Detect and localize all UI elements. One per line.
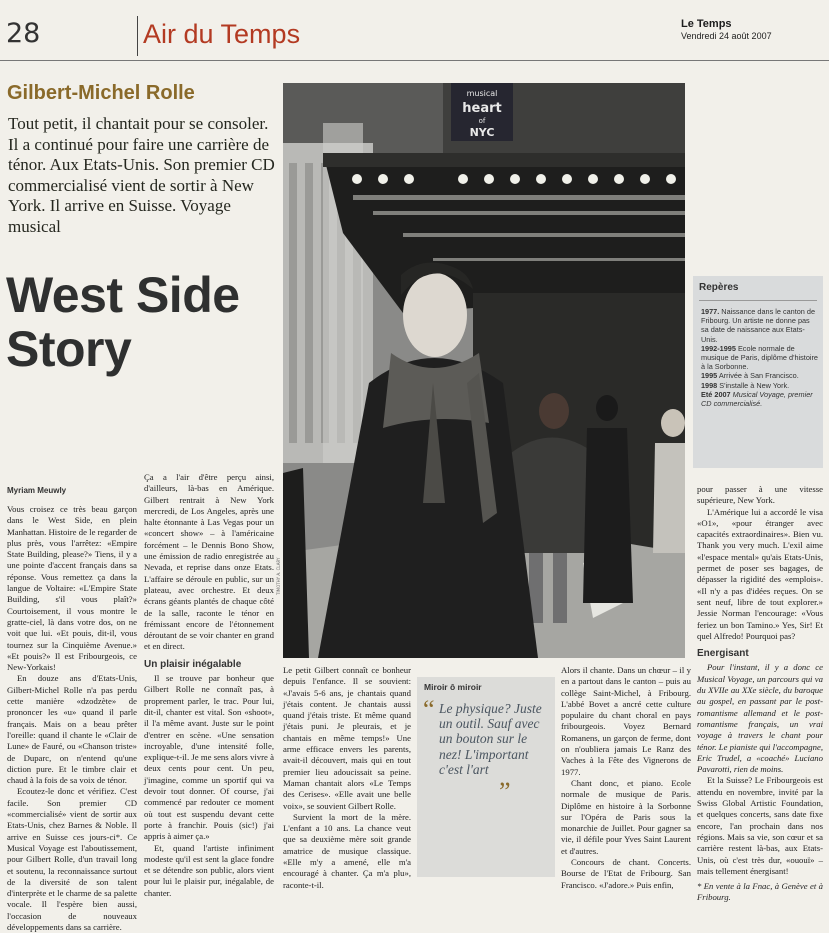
- svg-text:of: of: [478, 117, 486, 125]
- pull-quote-box: [417, 677, 555, 877]
- paragraph: Pour l'instant, il y a donc ce Musical Voyage, un parcours qui va du XVIIe au XXe siècle, du baroque au gospel, en passant par le post-romantisme allemand et le post-romantisme français, un vrai voyage à travers le chant pour ténor. Le pianiste qui l'accompagne, Eric Trudel, a «coaché» Luciano Pavarotti, rien de moins.: [697, 662, 823, 775]
- reperes-item: [701, 307, 819, 344]
- column-5: [697, 484, 823, 904]
- paragraph: Et la Suisse? Le Fribourgeois est attendu en novembre, invité par la Swiss Global Artistic Foundation, et quelques concerts, sans date fixe encore, l'an prochain dans nos régions. Mais sa vie, son cœur et sa carrière restent là-bas, aux Etats-Unis, où c'est très dur, «ououï» – mais tellement énergisant!: [697, 775, 823, 876]
- column-1: [7, 504, 137, 933]
- reperes-year: 1995: [701, 371, 718, 381]
- reperes-item: [701, 381, 819, 390]
- svg-text:NYC: NYC: [469, 126, 495, 139]
- photo-credit: TIMOTHY A. CLARY: [276, 557, 281, 595]
- article-photo: [283, 83, 685, 658]
- issue-date: Vendredi 24 août 2007: [681, 31, 772, 41]
- paragraph: pour passer à une vitesse supérieure, New York.: [697, 484, 823, 506]
- reperes-text: Ecole normale de musique de Paris, diplôme d'histoire à la Sorbonne.: [701, 343, 818, 372]
- reperes-box: [693, 276, 823, 468]
- newspaper-name: Le Temps: [681, 18, 732, 30]
- paragraph: Ecoutez-le donc et vérifiez. C'est facile. Son premier CD «commercialisé» vient de sortir aux Etats-Unis, chez Barnes & Noble. Il arrive en Suisse ces jours-ci*. Ce Musical Voyage est l'aboutissement, pour Gilbert Rolle, d'un travail long et soutenu, la reconnaissance surtout de la diversité de son talent d'interprète et le charme de sa palette vocale. Il l'espère bien aussi, l'occasion de nouveaux développements dans sa carrière.: [7, 786, 137, 932]
- reperes-year: 1992-1995: [701, 343, 736, 353]
- paragraph: Il se trouve par bonheur que Gilbert Rolle ne connaît pas, à proprement parler, le trac. Pour lui, dit-il, chanter est vital. Son «shoot», il l'a même avant. Juste sur le point d'entrer en scène. «Une sensation incroyable, d'une intensité folle, explique-t-il. Je me sens alors vivre à deux cents pour cent. Un peu, j'imagine, comme un sportif qui va devoir tout donner. Of course, j'ai commencé par redouter ce moment où tout est suspendu devant cette porte à franchir. Pouis (sic!) j'ai appris à aimer ça.»: [144, 673, 274, 842]
- svg-text:heart: heart: [462, 101, 502, 116]
- paragraph: Survient la mort de la mère. L'enfant a 10 ans. La chance veut que sa deuxième mère soit grande amatrice de musique classique. «Elle m'y a amené, elle m'a encouragé à chanter. Ça m'a plu», raconte-t-il.: [283, 811, 411, 890]
- reperes-item: [701, 371, 819, 380]
- article-lede: Tout petit, il chantait pour se consoler. Il a continué pour faire une carrière de ténor. Aux Etats-Unis. Son premier CD commercialisé vient de sortir à New York. Il arrive en Suisse. Voyage musical: [8, 114, 275, 236]
- article-headline: West Side Story: [6, 267, 240, 377]
- section-divider: [137, 16, 138, 56]
- footnote: * En vente à la Fnac, à Genève et à Fribourg.: [697, 881, 823, 903]
- open-quote-mark: “: [423, 695, 435, 724]
- paragraph: L'Amérique lui a accordé le visa «O1», «pour étranger avec capacités extraordinaires». Bien vu. Thank you very much. L'exil aime «l'espace mental» qu'ais Etats-Unis, permet de poser ses bagages, de dépasser la rigidité des «emplois». «Il n'y a pas d'idées reçues. On se sent neuf, libre de tout explorer.» Jessie Norman l'encourage: «Vous feriez un bon Tamino.» Yes, Sir! Et quel Alfredo! Pourquoi pas?: [697, 506, 823, 641]
- reperes-item: [701, 390, 819, 408]
- reperes-year: 1998: [701, 380, 718, 390]
- paragraph: Et, quand l'artiste infiniment modeste qu'il est sent la glace fondre et se détendre son public, alors vient pour lui le plaisir pur, inégalable, de chanter.: [144, 842, 274, 898]
- subject-name: Gilbert-Michel Rolle: [7, 82, 195, 104]
- reperes-year: Eté 2007: [701, 389, 731, 399]
- reperes-list: [701, 307, 819, 408]
- page-header: [0, 0, 829, 62]
- paragraph: Alors il chante. Dans un chœur – il y en a partout dans le canton – puis au collège Saint-Michel, à Fribourg. L'abbé Bovet a ancré cette culture populaire du chant choral en pays fribourgeois. Voyez Bernard Romanens, un garçon de ferme, dont on n'oubliera jamais Le Ranz des Vaches à la Fête des Vignerons de 1977.: [561, 665, 691, 777]
- reperes-text: Naissance dans le canton de Fribourg. Un artiste ne donne pas sa date de naissance aux Etats-Unis.: [701, 307, 816, 344]
- photo-scene: [283, 83, 685, 658]
- column-2: [144, 472, 274, 899]
- svg-text:musical: musical: [466, 89, 498, 98]
- paragraph: Vous croisez ce très beau garçon dans le West Side, en plein Manhattan. Histoire de le regarder de plus près, vous l'arrêtez: «Empire State Building, please?» Tiens, il y a une pointe d'accent français dans sa réponse. Vous remettez ça dans la langue de Voltaire: «L'Empire State Building, s'il vous plaît?» Courtoisement, il vous montre le gratte-ciel, là dans votre dos, on ne voit que lui. «Et pouis, dit-il, vous tournez sur la Cinquième Avenue.» «Et pouis?» Il est Fribourgeois, ce New-Yorkais!: [7, 504, 137, 673]
- header-rule: [0, 60, 829, 61]
- reperes-text: Arrivée à San Francisco.: [718, 371, 799, 381]
- subheading: Un plaisir inégalable: [144, 658, 242, 670]
- paragraph: Ça a l'air d'être perçu ainsi, d'ailleurs, là-bas en Amérique. Gilbert rentrait à New York mercredi, de Los Angeles, après une halte étonnante à Las Vegas pour un «concert show» – à l'américaine forcément – le Dennis Bono Show, une émission de radio enregistrée au Nevada, et reprise dans onze Etats. L'affaire se déroule en public, sur un plateau, avec orchestre. Et deux écrans géants plantés de chaque côté de la salle, raconte le ténor en frémissant encore de l'étonnement déroutant de se voir chanter en grand et en direct.: [144, 472, 274, 652]
- column-4: [561, 665, 691, 891]
- pull-quote-title: Miroir ô miroir: [424, 682, 482, 692]
- paragraph: En douze ans d'Etats-Unis, Gilbert-Michel Rolle n'a pas perdu cette manière «dzodzète» de prononcer les «u» quand il parle français. Mais on a beau prêter l'oreille: quand il chante le «Clair de Lune» de Fauré, ou «Chanson triste» de Duparc, on n'entend qu'une diction pure. Et le timbre clair et chaud à la fois de sa voix de ténor.: [7, 673, 137, 786]
- reperes-text: S'installe à New York.: [719, 380, 790, 390]
- column-3: [283, 665, 411, 891]
- paragraph: Le petit Gilbert connaît ce bonheur depuis l'enfance. Il se souvient: «J'avais 5-6 ans, je chantais quand j'étais content. Je chantais aussi quand j'étais triste. Et même quand j'étais puni. Je pleurais, et je chantais en même temps!» Une arme efficace envers les parents, avait-il découvert, mais qui en tout premier lieu adoucissait sa peine. Maman chantait alors «Le Temps des Cerises». «Elle avait une belle voix», se souvient Gilbert Rolle.: [283, 665, 411, 811]
- paragraph: Chant donc, et piano. Ecole normale de musique de Paris. Diplôme en histoire à la Sorbonne sur l'Opéra de Paris sous la monarchie de Juillet. Pour gagner sa vie, il défile pour Yves Saint Laurent et d'autres.: [561, 777, 691, 856]
- paragraph: Concours de chant. Concerts. Bourse de l'Etat de Fribourg. San Francisco. «J'adore.» Puis enfin,: [561, 857, 691, 890]
- pull-quote-text: Le physique? Juste un outil. Sauf avec un bouton sur le nez! L'important c'est l'art: [439, 701, 542, 777]
- page-number: 28: [6, 18, 41, 49]
- reperes-year: 1977.: [701, 307, 720, 316]
- section-title: Air du Temps: [143, 19, 301, 49]
- close-quote-mark: ”: [499, 777, 511, 806]
- reperes-item: [701, 344, 819, 372]
- reperes-rule: [699, 300, 817, 301]
- subheading: Energisant: [697, 648, 749, 660]
- article-byline: Myriam Meuwly: [7, 486, 67, 495]
- reperes-title: Repères: [699, 282, 739, 293]
- reperes-text: Musical Voyage, premier CD commercialisé.: [701, 389, 813, 409]
